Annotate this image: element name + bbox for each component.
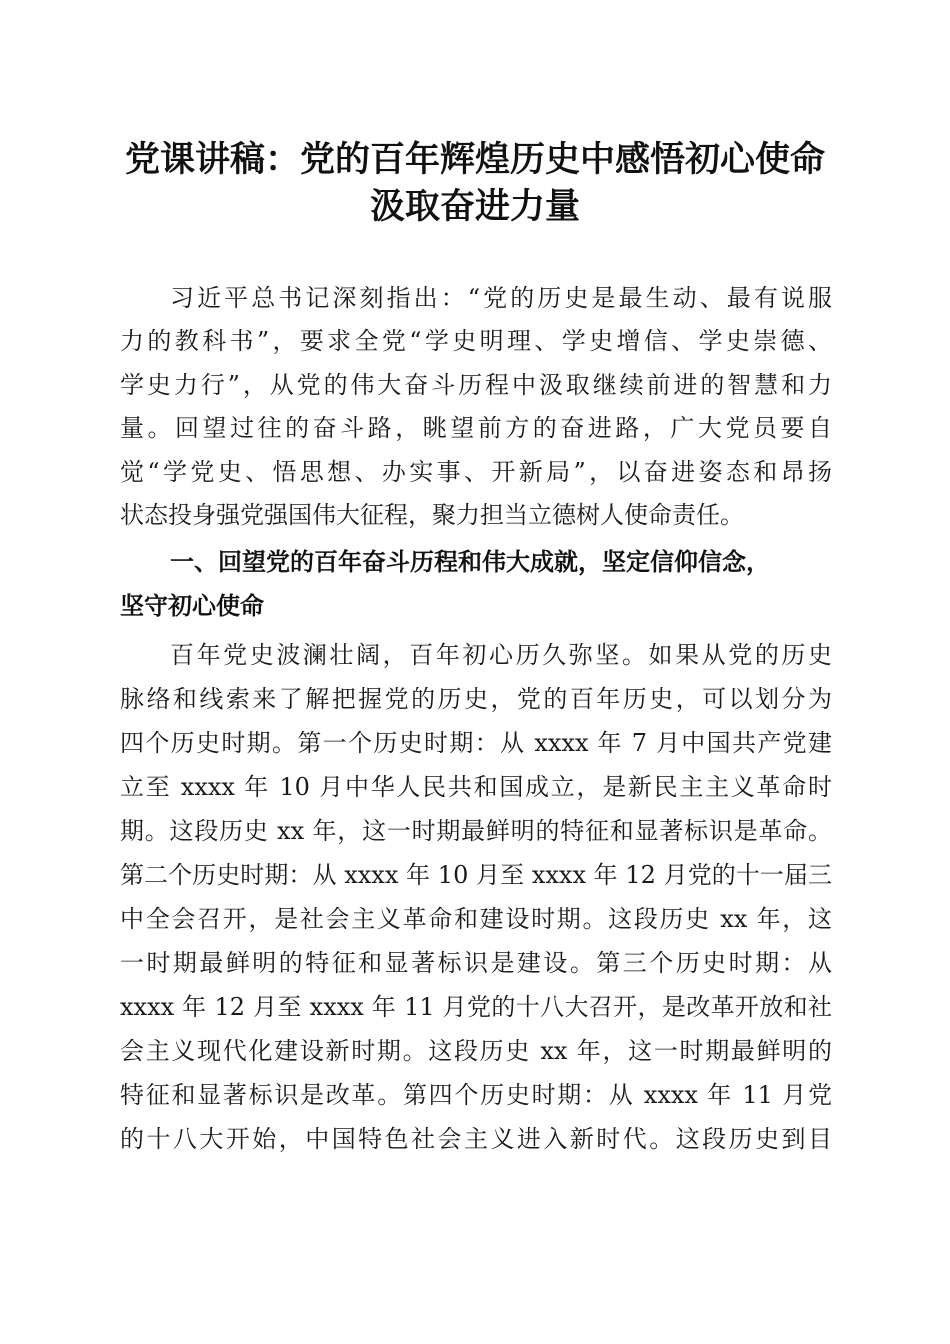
paragraph-1-line-3: 学史力行”，从党的伟大奋斗历程中汲取继续前进的智慧和力 [120, 371, 832, 399]
paragraph-2-line-2: 脉络和线索来了解把握党的历史，党的百年历史，可以划分为 [120, 685, 832, 713]
paragraph-1-line-4: 量。回望过往的奋斗路，眺望前方的奋进路，广大党员要自 [120, 414, 832, 442]
paragraph-2-line-5: 期。这段历史 xx 年，这一时期最鲜明的特征和显著标识是革命。 [120, 817, 832, 845]
paragraph-2-line-4: 立至 xxxx 年 10 月中华人民共和国成立，是新民主主义革命时 [120, 773, 832, 801]
document-title-line-1: 党课讲稿：党的百年辉煌历史中感悟初心使命 [124, 139, 825, 180]
paragraph-2-line-7: 中全会召开，是社会主义革命和建设时期。这段历史 xx 年，这 [120, 905, 832, 933]
paragraph-2-line-10: 会主义现代化建设新时期。这段历史 xx 年，这一时期最鲜明的 [120, 1037, 832, 1065]
paragraph-2-line-9: xxxx 年 12 月至 xxxx 年 11 月党的十八大召开，是改革开放和社 [120, 993, 832, 1021]
paragraph-2-line-1: 百年党史波澜壮阔，百年初心历久弥坚。如果从党的历史 [170, 641, 832, 669]
paragraph-1-line-5: 觉“学党史、悟思想、办实事、开新局”，以奋进姿态和昂扬 [120, 458, 832, 486]
paragraph-1-line-2: 力的教科书”，要求全党“学史明理、学史增信、学史崇德、 [120, 327, 832, 355]
paragraph-2-line-11: 特征和显著标识是改革。第四个历史时期：从 xxxx 年 11 月党 [120, 1081, 832, 1109]
document-title-line-2: 汲取奋进力量 [369, 186, 580, 227]
paragraph-2-line-12: 的十八大开始，中国特色社会主义进入新时代。这段历史到目 [120, 1125, 832, 1153]
paragraph-1-line-6: 状态投身强党强国伟大征程，聚力担当立德树人使命责任。 [120, 501, 744, 529]
paragraph-2-line-3: 四个历史时期。第一个历史时期：从 xxxx 年 7 月中国共产党建 [120, 729, 832, 757]
section-heading-line-1: 一、回望党的百年奋斗历程和伟大成就，坚定信仰信念， [170, 548, 770, 576]
paragraph-1-line-1: 习近平总书记深刻指出：“党的历史是最生动、最有说服 [170, 284, 832, 312]
paragraph-2-line-6: 第二个历史时期：从 xxxx 年 10 月至 xxxx 年 12 月党的十一届三 [120, 861, 832, 889]
paragraph-2-line-8: 一时期最鲜明的特征和显著标识是建设。第三个历史时期：从 [120, 949, 832, 977]
section-heading-line-2: 坚守初心使命 [120, 592, 264, 620]
